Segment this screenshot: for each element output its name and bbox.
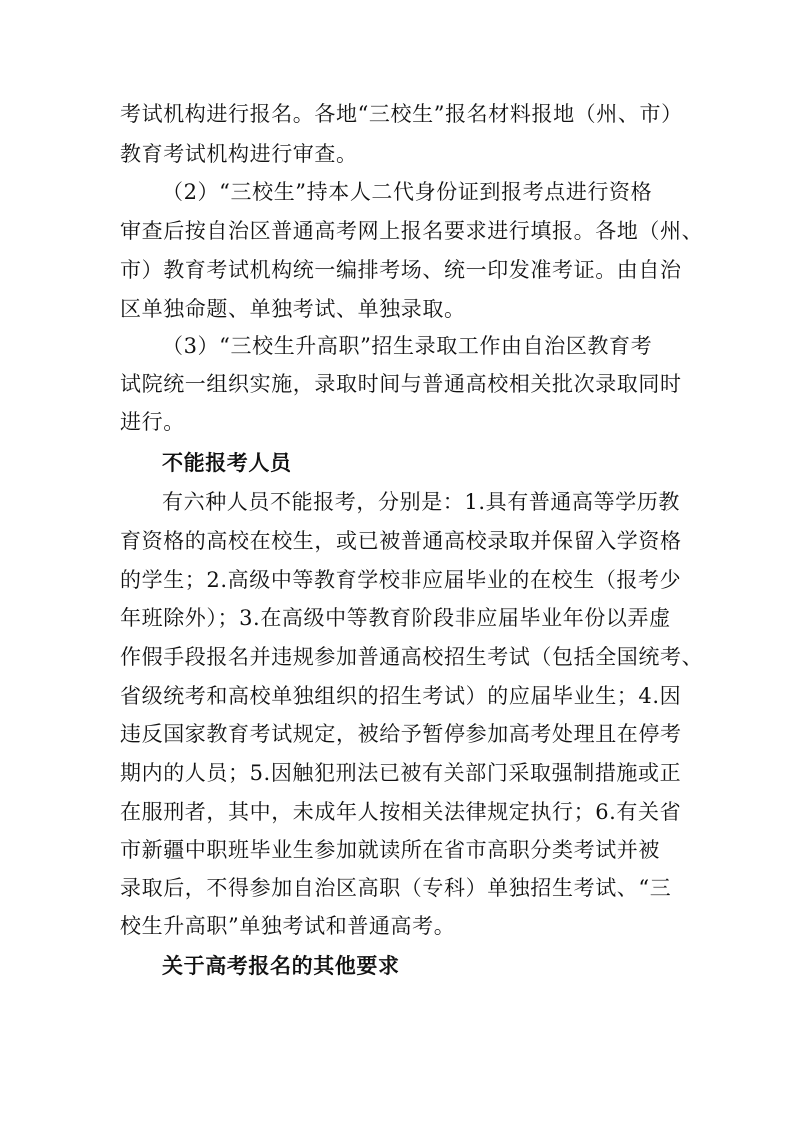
paragraph-line: 教育考试机构进行审查。 — [120, 142, 358, 166]
paragraph-line: 试院统一组织实施，录取时间与普通高校相关批次录取同时 — [120, 372, 682, 396]
paragraph-line: 市新疆中职班毕业生参加就读所在省市高职分类考试并被 — [120, 838, 660, 862]
paragraph-line: 育资格的高校在校生，或已被普通高校录取并保留入学资格 — [120, 529, 682, 553]
paragraph-line: 市）教育考试机构统一编排考场、统一印发准考证。由自治 — [120, 258, 682, 282]
paragraph-line: 有六种人员不能报考，分别是：1.具有普通高等学历教 — [162, 490, 681, 514]
paragraph-line: （2）“三校生”持本人二代身份证到报考点进行资格 — [162, 180, 653, 204]
paragraph-line: 审查后按自治区普通高考网上报名要求进行填报。各地（州、 — [120, 219, 704, 243]
paragraph-line: 进行。 — [120, 410, 185, 434]
paragraph-line: 违反国家教育考试规定，被给予暂停参加高考处理且在停考 — [120, 722, 682, 746]
paragraph-line: 录取后，不得参加自治区高职（专科）单独招生考试、“三 — [120, 876, 672, 900]
paragraph-line: 区单独命题、单独考试、单独录取。 — [120, 297, 466, 321]
paragraph-line: 期内的人员；5.因触犯刑法已被有关部门采取强制措施或正 — [120, 761, 682, 785]
paragraph-line: （3）“三校生升高职”招生录取工作由自治区教育考 — [162, 334, 653, 358]
paragraph-line: 考试机构进行报名。各地“三校生”报名材料报地（州、市） — [120, 102, 683, 126]
section-heading: 关于高考报名的其他要求 — [162, 954, 400, 978]
section-heading: 不能报考人员 — [162, 451, 292, 475]
paragraph-line: 省级统考和高校单独组织的招生考试）的应届毕业生；4.因 — [120, 684, 682, 708]
paragraph-line: 校生升高职”单独考试和普通高考。 — [120, 914, 456, 938]
paragraph-line: 年班除外）；3.在高级中等教育阶段非应届毕业年份以弄虚 — [120, 606, 671, 630]
paragraph-line: 在服刑者，其中，未成年人按相关法律规定执行；6.有关省 — [120, 800, 682, 824]
paragraph-line: 的学生；2.高级中等教育学校非应届毕业的在校生（报考少 — [120, 568, 682, 592]
paragraph-line: 作假手段报名并违规参加普通高校招生考试（包括全国统考、 — [120, 645, 704, 669]
